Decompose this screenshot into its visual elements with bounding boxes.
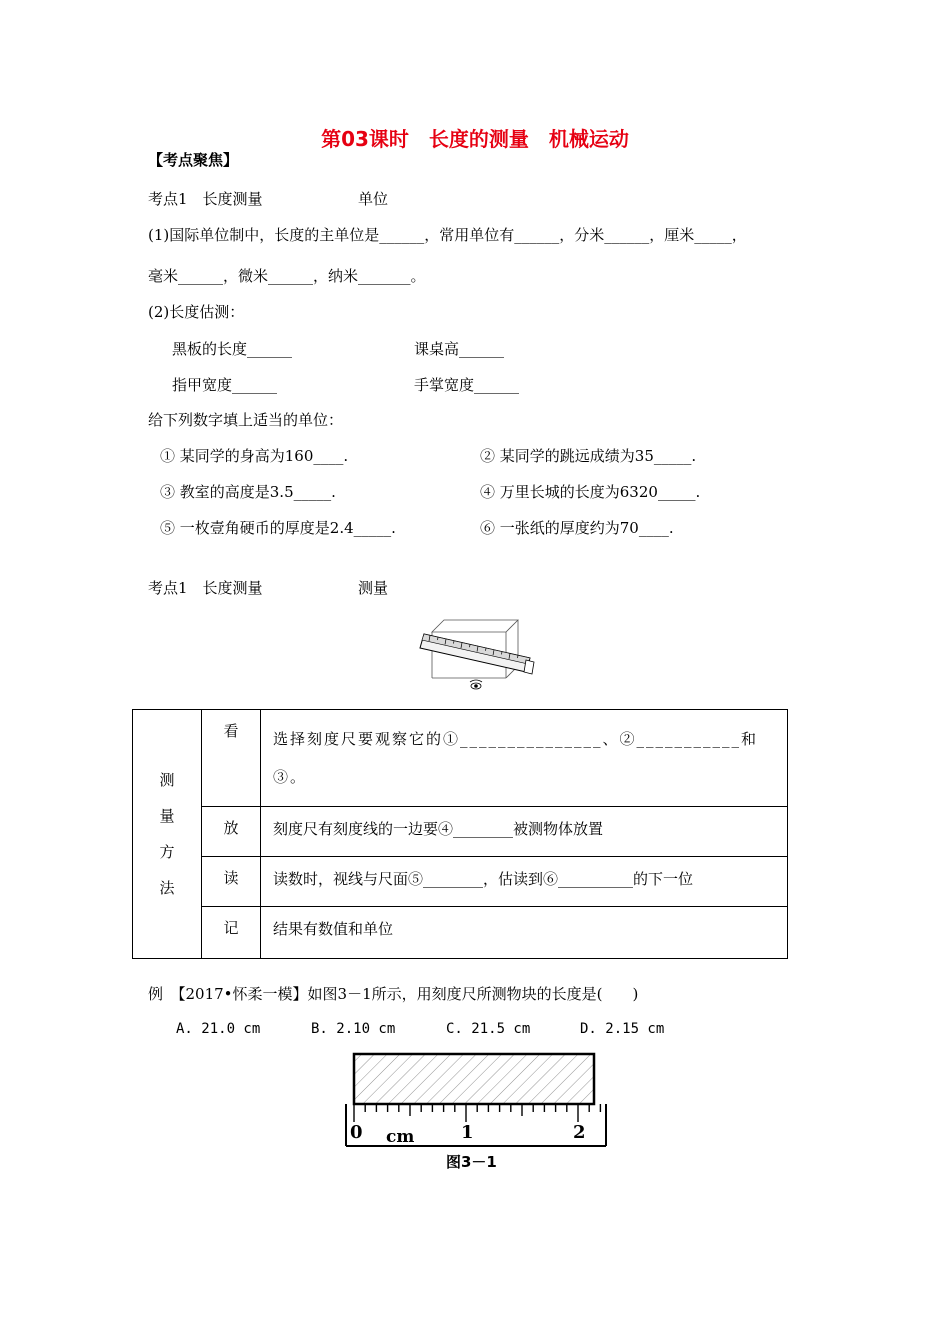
row-key-read: 读 [202,857,261,907]
section-heading: 【考点聚焦】 [148,151,239,169]
question-2: (2)长度估测： [148,303,245,321]
ruler [346,1104,606,1146]
option-a[interactable]: A. 21.0 cm [176,1021,261,1037]
method-header-cell [133,710,202,959]
point1-label: 考点1 长度测量 [148,190,263,208]
method-header: 测量方法 [159,771,175,897]
fill-item: ⑤ 一枚壹角硬币的厚度是2.4_____. [160,519,396,537]
point1-sub: 单位 [358,190,389,208]
row-text-place: 刻度尺有刻度线的一边要④________被测物体放置 [261,807,788,857]
estimate-palm: 手掌宽度______ [414,376,520,394]
fill-item: ③ 教室的高度是3.5_____. [160,483,336,501]
option-b[interactable]: B. 2.10 cm [311,1021,396,1037]
estimate-fingernail: 指甲宽度______ [172,376,278,394]
option-c[interactable]: C. 21.5 cm [446,1021,531,1037]
point2-sub: 测量 [358,579,389,597]
fill-item: ⑥ 一张纸的厚度约为70____. [480,519,674,537]
fill-intro: 给下列数字填上适当的单位： [148,411,344,429]
example-question: 例 【2017•怀柔一模】如图3－1所示，用刻度尺所测物块的长度是( ) [148,985,639,1003]
question-1-line2: 毫米______，微米______，纳米_______。 [148,267,426,285]
estimate-desk: 课桌高______ [414,340,505,358]
row-text-look: 选择刻度尺要观察它的①_______________、②___________和③。 [261,710,788,807]
figure-caption: 图3－1 [446,1153,497,1171]
row-text-read: 读数时，视线与尺面⑤________，估读到⑥__________的下一位 [261,857,788,907]
row-key-record: 记 [202,907,261,959]
estimate-blackboard: 黑板的长度______ [172,340,293,358]
measured-block [354,1054,594,1104]
ruler-label-1: 1 [461,1122,474,1143]
row-key-look: 看 [202,710,261,807]
question-1-line1: (1)国际单位制中，长度的主单位是______，常用单位有______，分米______，厘米_____， [148,226,747,244]
ruler-label-2: 2 [573,1122,586,1143]
row-text-record: 结果有数值和单位 [261,907,788,959]
ruler-unit-label: cm [386,1127,415,1147]
block-ruler-figure [340,1050,610,1150]
page-title: 第03课时 长度的测量 机械运动 [321,127,629,151]
measurement-method-table [132,709,788,959]
ruler-measurement-illustration [418,612,538,694]
option-d[interactable]: D. 2.15 cm [580,1021,665,1037]
fill-item: ② 某同学的跳远成绩为35_____. [480,447,697,465]
row-key-place: 放 [202,807,261,857]
ruler-label-0: 0 [350,1122,363,1143]
fill-item: ① 某同学的身高为160____. [160,447,349,465]
fill-item: ④ 万里长城的长度为6320_____. [480,483,701,501]
point2-label: 考点1 长度测量 [148,579,263,597]
